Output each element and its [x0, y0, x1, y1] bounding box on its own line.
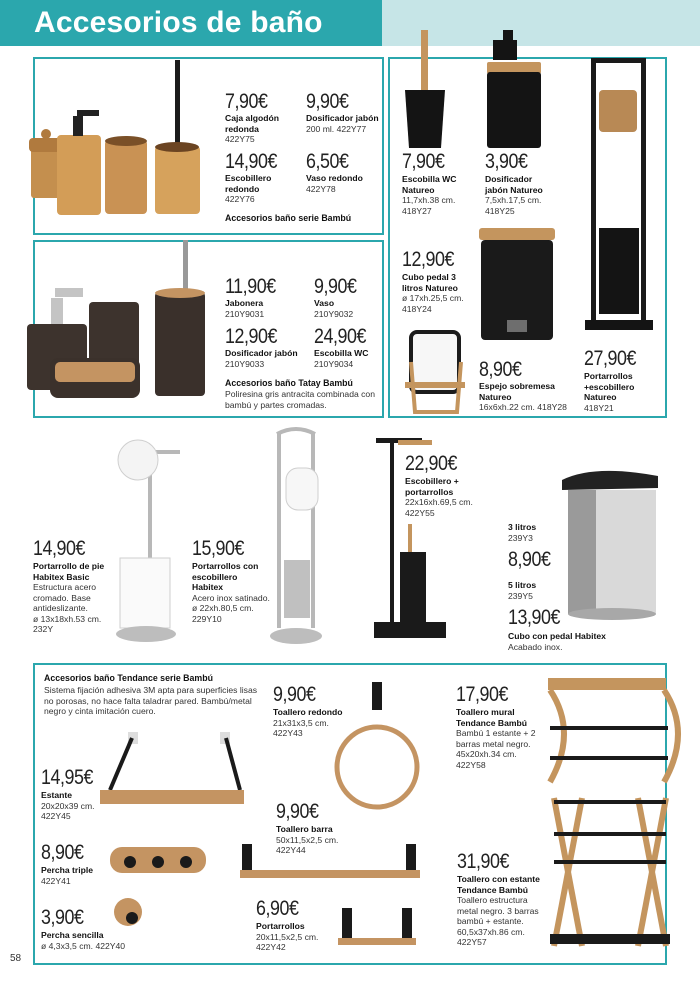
tendance-name-toallero-barra: Toallero barra	[276, 824, 333, 834]
natureo-info-espejo	[479, 381, 571, 413]
natureo-info-dosificador	[485, 174, 555, 216]
cubo-5l-price: 13,90€	[508, 606, 561, 629]
tendance-ref-portarrollos: 422Y42	[256, 942, 286, 952]
tendance-name-toallero-estante: Toallero con estante Tendance Bambú	[457, 874, 540, 895]
habitex-combo-desc: Acero inox satinado.	[192, 592, 270, 603]
bambu-products-image	[25, 60, 220, 220]
cubo-3l-info	[508, 522, 568, 543]
tendance-ref-toallero-estante: 422Y57	[457, 937, 487, 947]
tatay-name-escobilla: Escobilla WC	[314, 348, 369, 358]
tatay-ref-dosificador: 210Y9033	[225, 358, 265, 369]
habitex-basic-ref: 232Y	[33, 624, 54, 634]
cubo-name: Cubo con pedal Habitex	[508, 631, 606, 641]
cubo-5l-label: 5 litros	[508, 580, 537, 590]
tendance-price-percha-triple: 8,90€	[41, 841, 84, 864]
natureo-desc-cubo: ø 17xh.25,5 cm.	[402, 293, 464, 303]
tendance-info-percha-sencilla	[41, 930, 141, 951]
tendance-desc-toallero-mural: Bambú 1 estante + 2 barras metal negro.	[456, 728, 536, 749]
natureo-name-espejo: Espejo sobremesa Natureo	[479, 381, 555, 402]
tendance-name-toallero-redondo: Toallero redondo	[273, 707, 343, 717]
tendance-size-toallero-redondo: 21x31x3,5 cm.	[273, 717, 329, 728]
tendance-price-percha-sencilla: 3,90€	[41, 906, 84, 929]
tatay-series-desc: Poliresina gris antracita combinada con bambú y partes cromadas.	[225, 389, 375, 410]
tatay-ref-vaso: 210Y9032	[314, 308, 354, 319]
escobillero-info	[405, 476, 493, 518]
cubo-3l-price: 8,90€	[508, 548, 551, 571]
natureo-price-portarrollos: 27,90€	[584, 347, 637, 370]
tendance-ref-toallero-redondo: 422Y43	[273, 728, 303, 738]
page-title: Accesorios de baño	[34, 6, 323, 39]
escobillero-price: 22,90€	[405, 452, 458, 475]
tendance-size-toallero-mural: 45x20xh.34 cm.	[456, 749, 517, 759]
habitex-basic-name: Portarrollo de pie Habitex Basic	[33, 561, 105, 582]
natureo-info-portarrollos	[584, 371, 664, 413]
natureo-name-escobilla: Escobilla WC Natureo	[402, 174, 457, 195]
natureo-info-escobilla	[402, 174, 484, 216]
tendance-info-toallero-mural	[456, 707, 546, 770]
bambu-ref-caja: 422Y75	[225, 134, 255, 144]
habitex-combo-info	[192, 561, 270, 624]
tendance-info-portarrollos	[256, 921, 346, 953]
tendance-price-toallero-barra: 9,90€	[276, 800, 319, 823]
bambu-info-vaso	[306, 173, 381, 194]
tatay-info-dosificador	[225, 348, 315, 369]
habitex-basic-price: 14,90€	[33, 537, 86, 560]
tendance-name-toallero-mural: Toallero mural Tendance Bambú	[456, 707, 527, 728]
bambu-ref-vaso: 422Y78	[306, 183, 336, 194]
tatay-price-vaso: 9,90€	[314, 275, 357, 298]
bambu-price-escobillero: 14,90€	[225, 150, 278, 173]
tatay-info-jabonera	[225, 298, 305, 319]
tendance-desc-toallero-estante: Toallero estructura metal negro. 3 barras bambú + estante.	[457, 895, 539, 926]
tendance-series-title: Accesorios baño Tendance serie Bambú	[44, 673, 213, 683]
tendance-price-toallero-redondo: 9,90€	[273, 683, 316, 706]
tendance-name-percha-triple: Percha triple	[41, 865, 94, 875]
tatay-ref-escobilla: 210Y9034	[314, 358, 354, 369]
bambu-name-dosificador: Dosificador jabón	[306, 113, 379, 123]
natureo-ref-dosificador: 418Y25	[485, 205, 515, 216]
natureo-price-cubo: 12,90€	[402, 248, 455, 271]
tendance-price-toallero-mural: 17,90€	[456, 683, 509, 706]
cubo-info	[508, 631, 630, 652]
habitex-basic-info	[33, 561, 115, 635]
natureo-ref-cubo: 418Y24	[402, 303, 432, 314]
bambu-series-title: Accesorios baño serie Bambú	[225, 213, 352, 223]
tendance-size-portarrollos: 20x11,5x2,5 cm.	[256, 931, 319, 942]
tendance-size-estante: 20x20x39 cm.	[41, 800, 95, 811]
tatay-info-vaso	[314, 298, 384, 319]
bambu-info-caja	[225, 113, 305, 145]
natureo-name-cubo: Cubo pedal 3 litros Natureo	[402, 272, 458, 293]
tendance-size-toallero-estante: 60,5x37xh.86 cm.	[457, 926, 525, 937]
tendance-ref-toallero-mural: 422Y58	[456, 759, 486, 770]
bambu-price-caja: 7,90€	[225, 90, 268, 113]
natureo-name-dosificador: Dosificador jabón Natureo	[485, 174, 543, 195]
bambu-name-caja: Caja algodón redonda	[225, 113, 279, 134]
tendance-info-toallero-barra	[276, 824, 366, 856]
escobillero-ref: 422Y55	[405, 507, 435, 518]
bambu-info-dosificador	[306, 113, 381, 134]
cubo-5l-ref: 239Y5	[508, 590, 533, 601]
natureo-price-escobilla: 7,90€	[402, 150, 445, 173]
tendance-name-portarrollos: Portarrollos	[256, 921, 305, 931]
natureo-ref-portarrollos: 418Y21	[584, 402, 614, 413]
tendance-price-toallero-estante: 31,90€	[457, 850, 510, 873]
tatay-ref-jabonera: 210Y9031	[225, 308, 265, 319]
tatay-series-title: Accesorios baño Tatay Bambú	[225, 378, 353, 388]
habitex-basic-desc: Estructura acero cromado. Base antideslizante.	[33, 582, 97, 613]
bambu-price-dosificador: 9,90€	[306, 90, 349, 113]
tatay-name-jabonera: Jabonera	[225, 298, 264, 308]
tendance-size-toallero-barra: 50x11,5x2,5 cm.	[276, 834, 339, 845]
tatay-name-dosificador: Dosificador jabón	[225, 348, 298, 358]
natureo-price-dosificador: 3,90€	[485, 150, 528, 173]
tendance-ref-percha-triple: 422Y41	[41, 875, 71, 886]
tatay-price-jabonera: 11,90€	[225, 275, 276, 298]
tendance-products-image	[80, 672, 670, 957]
tendance-info-toallero-redondo	[273, 707, 363, 739]
natureo-desc-dosificador: 7,5xh.17,5 cm.	[485, 195, 542, 205]
tendance-name-estante: Estante	[41, 790, 73, 800]
escobillero-size: 22x16xh.69,5 cm.	[405, 497, 473, 507]
tendance-ref-estante: 422Y45	[41, 811, 71, 821]
habitex-combo-size: ø 22xh.80,5 cm.	[192, 603, 254, 613]
tatay-name-vaso: Vaso	[314, 298, 335, 308]
tatay-info-escobilla	[314, 348, 384, 369]
escobillero-name: Escobillero + portarrollos	[405, 476, 459, 497]
bambu-info-escobillero	[225, 173, 305, 205]
tendance-size-percha-sencilla: ø 4,3x3,5 cm. 422Y40	[41, 940, 126, 951]
cubo-desc: Acabado inox.	[508, 641, 563, 652]
tatay-price-dosificador: 12,90€	[225, 325, 278, 348]
natureo-desc-espejo: 16x6xh.22 cm. 418Y28	[479, 402, 567, 412]
natureo-ref-escobilla: 418Y27	[402, 205, 432, 216]
page-number: 58	[10, 953, 22, 964]
cubo-3l-label: 3 litros	[508, 522, 537, 532]
tendance-info-estante	[41, 790, 121, 822]
habitex-combo-price: 15,90€	[192, 537, 245, 560]
natureo-info-cubo	[402, 272, 474, 314]
bambu-name-vaso: Vaso redondo	[306, 173, 363, 183]
tendance-info-toallero-estante	[457, 874, 549, 948]
bambu-name-escobillero: Escobillero redondo	[225, 173, 272, 194]
tendance-series-desc: Sistema fijación adhesiva 3M apta para superficies lisas no porosas, no hace falta taladrar pared. Bambú/metal negro y cinta imitación cuero.	[44, 685, 258, 716]
tendance-info-percha-triple	[41, 865, 121, 886]
tatay-products-image	[25, 240, 220, 410]
tendance-ref-toallero-barra: 422Y44	[276, 845, 306, 855]
bambu-ref-dosificador: 200 ml. 422Y77	[306, 123, 367, 134]
tendance-price-portarrollos: 6,90€	[256, 897, 299, 920]
habitex-combo-name: Portarrollos con escobillero Habitex	[192, 561, 259, 592]
bambu-ref-escobillero: 422Y76	[225, 194, 255, 204]
natureo-price-espejo: 8,90€	[479, 358, 522, 381]
natureo-desc-escobilla: 11,7xh.38 cm.	[402, 195, 456, 205]
cubo-5l-info	[508, 580, 568, 601]
habitex-basic-size: ø 13x18xh.53 cm.	[33, 613, 102, 624]
cubo-3l-ref: 239Y3	[508, 532, 533, 543]
bambu-price-vaso: 6,50€	[306, 150, 349, 173]
tendance-name-percha-sencilla: Percha sencilla	[41, 930, 104, 940]
page-header	[0, 0, 382, 46]
tatay-price-escobilla: 24,90€	[314, 325, 367, 348]
natureo-name-portarrollos: Portarrollos +escobillero Natureo	[584, 371, 635, 402]
habitex-combo-ref: 229Y10	[192, 613, 222, 624]
tendance-price-estante: 14,95€	[41, 766, 94, 789]
